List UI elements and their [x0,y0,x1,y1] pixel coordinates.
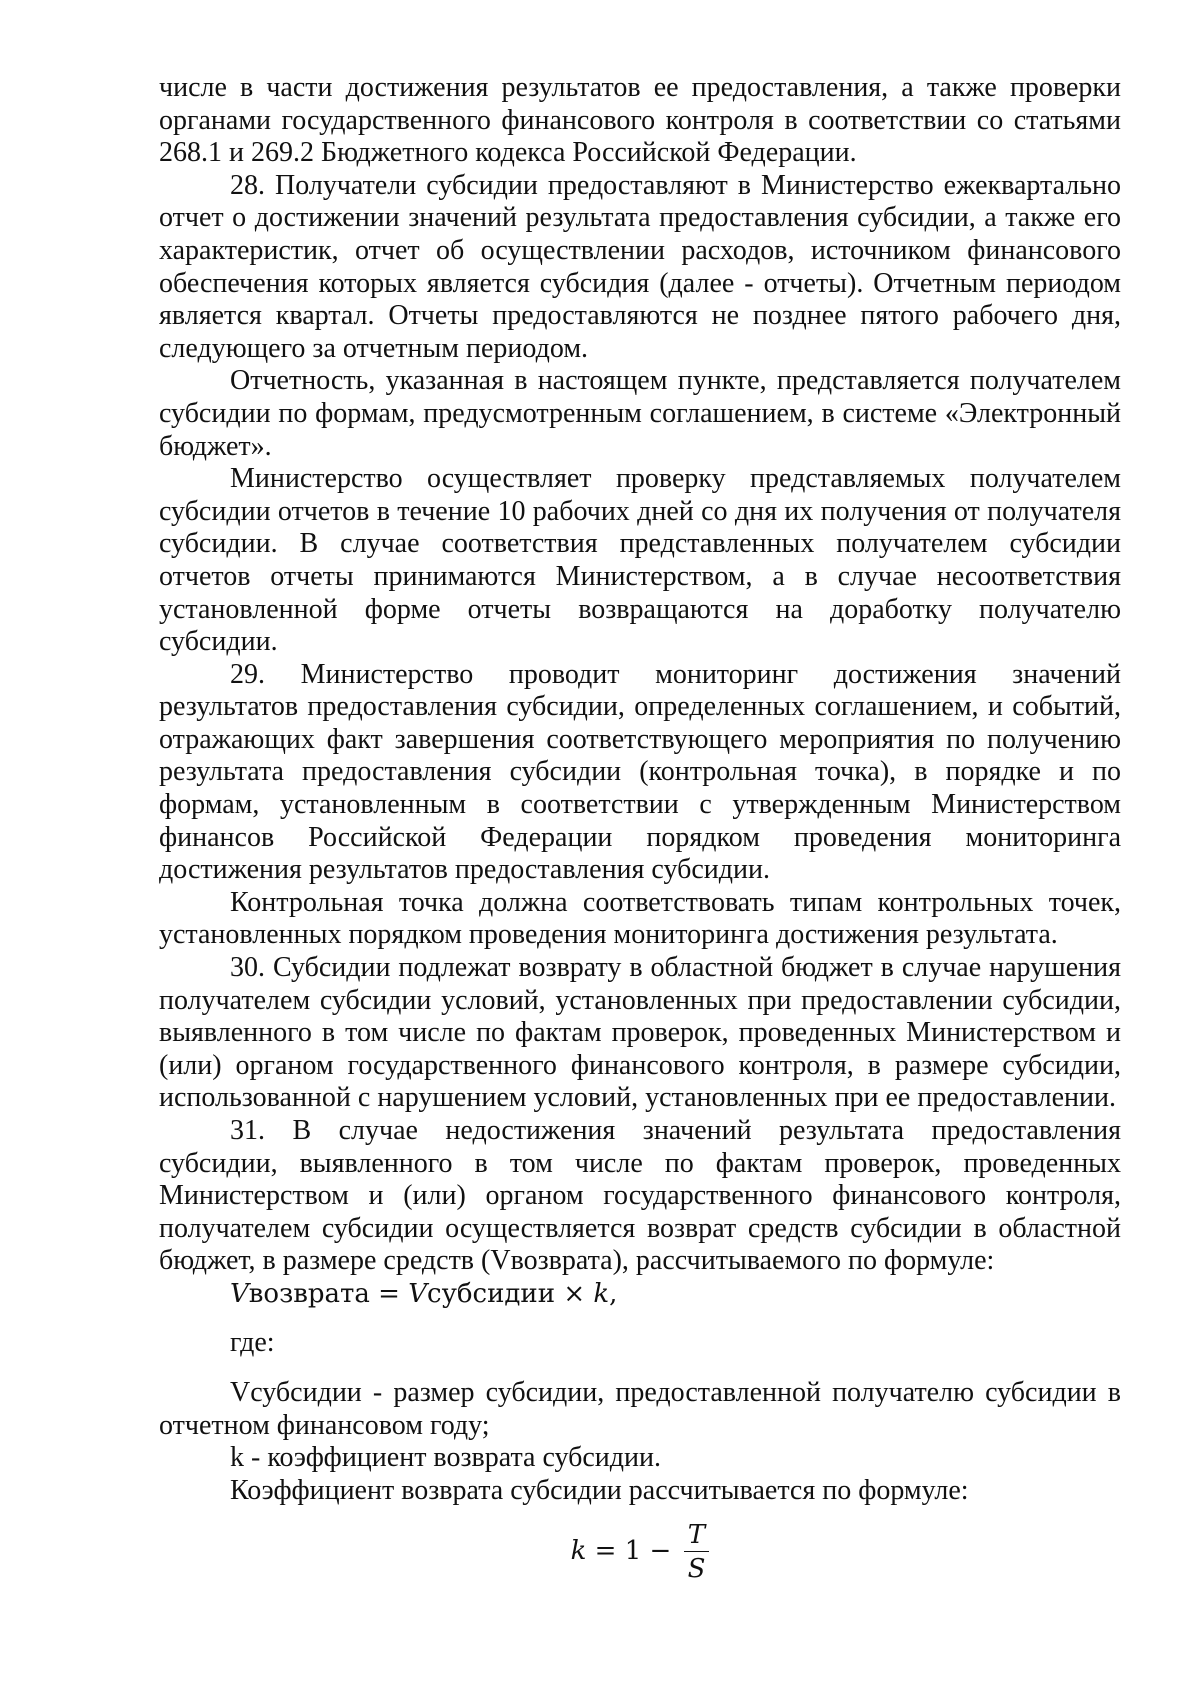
paragraph-30: 30. Субсидии подлежат возврату в областной бюджет в случае нарушения получателем субсидии условий, установленных при предоставлении субсидии, выявленного в том числе по фактам проверок, проведенных Министерством и (или) органом государственного финансового контроля, в размере субсидии, использованной с нарушением условий, установленных при ее предоставлении. [159,952,1121,1114]
definition-v-subsidy: Vсубсидии - размер субсидии, предоставленной получателю субсидии в отчетном финансовом году; [159,1377,1121,1441]
formula-comma: , [609,1278,618,1309]
paragraph-27-continuation: числе в части достижения результатов ее предоставления, а также проверки органами государственного финансового контроля в соответствии со статьями 268.1 и 269.2 Бюджетного кодекса Российской Федерации. [159,72,1121,169]
paragraph-28-check: Министерство осуществляет проверку представляемых получателем субсидии отчетов в течение 10 рабочих дней со дня их получения от получателя субсидии. В случае соответствия представленных получателем субсидии отчетов отчеты принимаются Министерством, а в случае несоответствия установленной форме отчеты возвращаются на доработку получателю субсидии. [159,463,1121,658]
k-formula-intro: Коэффициент возврата субсидии рассчитывается по формуле: [230,1474,969,1506]
fraction-t-over-s [684,1519,710,1584]
formula-v-return-label: возврата = [248,1278,409,1309]
paragraph-28: 28. Получатели субсидии предоставляют в Министерство ежеквартально отчет о достижении значений результата предоставления субсидии, а также его характеристик, отчет об осуществлении расходов, источником финансового обеспечения которых является субсидия (далее - отчеты). Отчетным периодом является квартал. Отчеты предоставляются не позднее пятого рабочего дня, следующего за отчетным периодом. [159,169,1121,364]
coefficient-equals-one-minus: = 1 − [586,1535,680,1566]
paragraph-29: 29. Министерство проводит мониторинг достижения значений результатов предоставления субсидии, определенных соглашением, и событий, отражающих факт завершения соответствующего мероприятия по получению результата предоставления субсидии (контрольная точка), в порядке и по формам, установленным в соответствии с утвержденным Министерством финансов Российской Федерации порядком проведения мониторинга достижения результатов предоставления субсидии. [159,658,1121,886]
formula-v-symbol-2: V [408,1278,428,1309]
formula-v-symbol: V [230,1278,249,1309]
document-page [159,72,1121,1582]
where-label: где: [230,1326,275,1358]
paragraph-28-reporting: Отчетность, указанная в настоящем пункте, представляется получателем субсидии по формам, предусмотренным соглашением, в системе «Электронный бюджет». [159,365,1121,462]
definition-k: k - коэффициент возврата субсидии. [230,1442,662,1474]
fraction-bar [684,1551,710,1552]
formula-v-subsidy-label: субсидии × [427,1278,594,1309]
return-amount-formula [159,1278,1121,1311]
paragraph-29-control-point: Контрольная точка должна соответствовать типам контрольных точек, установленных порядком проведения мониторинга достижения результата. [159,886,1121,951]
coefficient-k-symbol: k [570,1535,587,1566]
coefficient-formula [159,1519,1121,1584]
paragraph-31: 31. В случае недостижения значений результата предоставления субсидии, выявленного в том числе по фактам проверок, проведенных Министерством и (или) органом государственного финансового контроля, получателем субсидии осуществляется возврат средств субсидии в областной бюджет, в размере средств (Vвозврата), рассчитываемого по формуле: [159,1115,1121,1277]
fraction-numerator: T [687,1519,706,1550]
fraction-denominator: S [687,1553,706,1584]
formula-k-symbol: k [593,1278,610,1309]
